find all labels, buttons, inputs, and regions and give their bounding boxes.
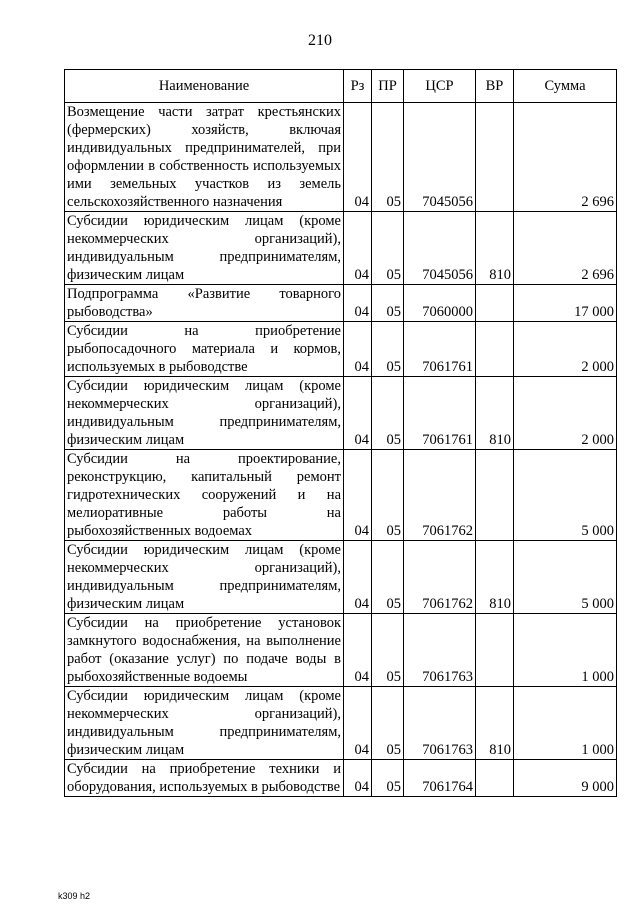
cell-vr: 810	[476, 541, 514, 614]
cell-vr: 810	[476, 212, 514, 285]
cell-pr: 05	[372, 450, 404, 541]
cell-sum: 5 000	[514, 450, 617, 541]
cell-rz: 04	[344, 322, 372, 377]
cell-sum: 2 696	[514, 103, 617, 212]
cell-pr: 05	[372, 760, 404, 797]
cell-csr: 7061764	[404, 760, 476, 797]
cell-name: Возмещение части затрат крестьянских (фермерских) хозяйств, включая индивидуальных предпринимателей, при оформлении в собственность используемых ими земельных участков из земель сельскохозяйственного назначения	[65, 103, 344, 212]
header-csr: ЦСР	[404, 70, 476, 103]
cell-csr: 7045056	[404, 103, 476, 212]
cell-pr: 05	[372, 212, 404, 285]
cell-csr: 7045056	[404, 212, 476, 285]
header-vr: ВР	[476, 70, 514, 103]
budget-table	[64, 69, 617, 797]
table-row	[65, 450, 617, 541]
cell-rz: 04	[344, 541, 372, 614]
cell-name: Подпрограмма «Развитие товарного рыбоводства»	[65, 285, 344, 322]
cell-sum: 1 000	[514, 614, 617, 687]
cell-pr: 05	[372, 285, 404, 322]
cell-pr: 05	[372, 687, 404, 760]
cell-rz: 04	[344, 687, 372, 760]
cell-rz: 04	[344, 377, 372, 450]
cell-rz: 04	[344, 450, 372, 541]
cell-sum: 5 000	[514, 541, 617, 614]
footer-code: k309 h2	[58, 891, 91, 901]
cell-csr: 7061761	[404, 322, 476, 377]
cell-rz: 04	[344, 103, 372, 212]
cell-pr: 05	[372, 614, 404, 687]
table-row	[65, 614, 617, 687]
header-pr: ПР	[372, 70, 404, 103]
table-row	[65, 285, 617, 322]
page-number: 210	[308, 32, 332, 49]
cell-sum: 1 000	[514, 687, 617, 760]
cell-pr: 05	[372, 541, 404, 614]
cell-csr: 7061763	[404, 687, 476, 760]
cell-rz: 04	[344, 614, 372, 687]
cell-name: Субсидии на проектирование, реконструкцию, капитальный ремонт гидротехнических сооружений и на мелиоративные работы на рыбохозяйственных водоемах	[65, 450, 344, 541]
cell-sum: 17 000	[514, 285, 617, 322]
cell-rz: 04	[344, 285, 372, 322]
cell-vr	[476, 614, 514, 687]
cell-pr: 05	[372, 377, 404, 450]
cell-csr: 7061762	[404, 450, 476, 541]
cell-name: Субсидии юридическим лицам (кроме некоммерческих организаций), индивидуальным предпринимателям, физическим лицам	[65, 687, 344, 760]
header-sum: Сумма	[514, 70, 617, 103]
header-name: Наименование	[65, 70, 344, 103]
cell-csr: 7061761	[404, 377, 476, 450]
cell-vr	[476, 103, 514, 212]
table-row	[65, 541, 617, 614]
table-row	[65, 212, 617, 285]
cell-pr: 05	[372, 322, 404, 377]
cell-csr: 7061762	[404, 541, 476, 614]
cell-name: Субсидии юридическим лицам (кроме некоммерческих организаций), индивидуальным предпринимателям, физическим лицам	[65, 541, 344, 614]
cell-name: Субсидии юридическим лицам (кроме некоммерческих организаций), индивидуальным предпринимателям, физическим лицам	[65, 212, 344, 285]
table-row	[65, 687, 617, 760]
table-row	[65, 103, 617, 212]
table-body	[65, 103, 617, 797]
header-rz: Рз	[344, 70, 372, 103]
cell-rz: 04	[344, 760, 372, 797]
table-row	[65, 322, 617, 377]
cell-pr: 05	[372, 103, 404, 212]
table-header-row	[65, 70, 617, 103]
cell-vr	[476, 322, 514, 377]
cell-vr	[476, 285, 514, 322]
cell-name: Субсидии на приобретение установок замкнутого водоснабжения, на выполнение работ (оказание услуг) по подаче воды в рыбохозяйственные водоемы	[65, 614, 344, 687]
cell-vr: 810	[476, 377, 514, 450]
cell-sum: 2 696	[514, 212, 617, 285]
cell-vr: 810	[476, 687, 514, 760]
cell-sum: 2 000	[514, 322, 617, 377]
cell-csr: 7060000	[404, 285, 476, 322]
cell-name: Субсидии юридическим лицам (кроме некоммерческих организаций), индивидуальным предпринимателям, физическим лицам	[65, 377, 344, 450]
cell-sum: 9 000	[514, 760, 617, 797]
cell-rz: 04	[344, 212, 372, 285]
table-row	[65, 760, 617, 797]
cell-sum: 2 000	[514, 377, 617, 450]
cell-name: Субсидии на приобретение техники и оборудования, используемых в рыбоводстве	[65, 760, 344, 797]
table-row	[65, 377, 617, 450]
cell-vr	[476, 450, 514, 541]
cell-csr: 7061763	[404, 614, 476, 687]
cell-name: Субсидии на приобретение рыбопосадочного материала и кормов, используемых в рыбоводстве	[65, 322, 344, 377]
cell-vr	[476, 760, 514, 797]
